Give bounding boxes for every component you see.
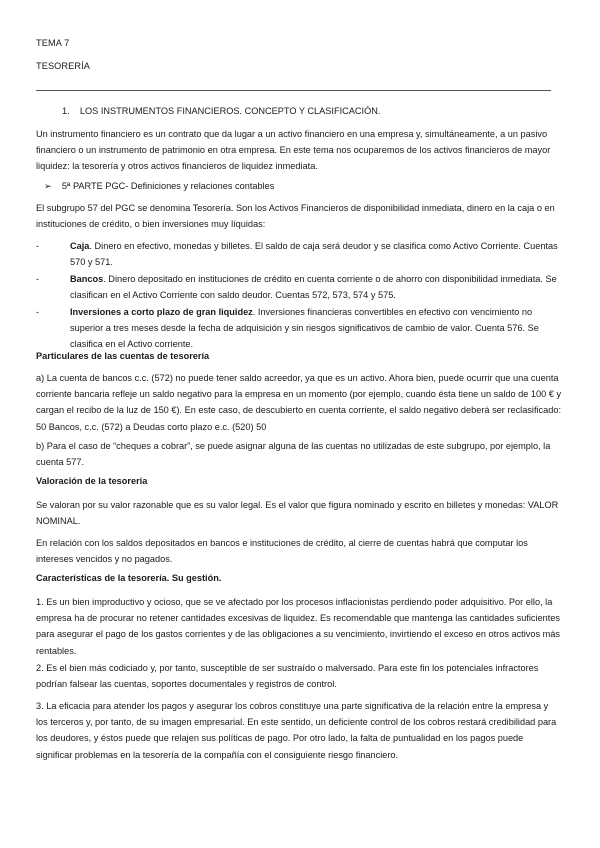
pgc-heading (44, 181, 274, 192)
intro-paragraph: Un instrumento financiero es un contrato que da lugar a un activo financiero en una empresa y, simultáneamente, a un pasivo financiero o un instrumento de patrimonio en otra empresa. En este tema nos ocuparemos de los activos financieros de mayor liquidez: la tesorería y otros activos financieros de liquidez inmediata. (36, 129, 551, 172)
valoracion-heading: Valoración de la tesorería (36, 476, 148, 486)
list-item (36, 271, 562, 305)
list-item (36, 304, 562, 354)
pgc-intro-paragraph: El subgrupo 57 del PGC se denomina Tesorería. Son los Activos Financieros de disponibilidad inmediata, dinero en la caja o en instituciones de crédito, o bien inversiones muy líquidas: (36, 203, 555, 230)
list-item-term: Bancos (70, 274, 104, 284)
valoracion-paragraph-1: Se valoran por su valor razonable que es su valor legal. Es el valor que figura nominado y escrito en billetes y monedas: VALOR NOMINAL. (36, 500, 559, 527)
caracteristicas-paragraph-1: 1. Es un bien improductivo y ocioso, que se ve afectado por los procesos inflacionistas perdiendo poder adquisitivo. Por ello, la empresa ha de procurar no retener cantidades excesivas de liquidez. Es recomendable que mantenga las cantidades suficientes para asegurar el pago de los gastos corrientes y de las obligaciones a su vencimiento, invirtiendo el exceso en otros activos más rentables. (36, 597, 561, 656)
caracteristicas-paragraph-3: 3. La eficacia para atender los pagos y asegurar los cobros constituye una parte significativa de la relación entre la empresa y los terceros y, por tanto, de su imagen empresarial. En este sentido, un deficiente control de los cobros restará credibilidad para los deudores, y éstos puede que relajen sus políticas de pago. Por otro lado, la falta de puntualidad en los pagos puede significar problemas en la tesorería de la compañía con el consiguiente riesgo financiero. (36, 701, 557, 760)
valoracion-paragraph-2: En relación con los saldos depositados en bancos e instituciones de crédito, al cierre de cuentas habrá que computar los intereses vencidos y no pagados. (36, 538, 528, 565)
section-number: 1. (62, 106, 70, 116)
particulares-paragraph-b: b) Para el caso de “cheques a cobrar”, se puede asignar alguna de las cuentas no utilizadas de este subgrupo, por ejemplo, la cuenta 577. (36, 441, 551, 468)
topic-title: TESORERÍA (36, 61, 90, 71)
list-item-text: . Dinero depositado en instituciones de crédito en cuenta corriente o de ahorro con disponibilidad inmediata. Se clasifican en el Activo Corriente con saldo deudor. Cuentas 572, 573, 574 y 575. (70, 274, 557, 301)
caracteristicas-paragraph-2: 2. Es el bien más codiciado y, por tanto, susceptible de ser sustraído o malversado. Para este fin los potenciales infractores podrían falsear las cuentas, soportes documentales y registros de control. (36, 663, 539, 690)
section-title: LOS INSTRUMENTOS FINANCIEROS. CONCEPTO Y CLASIFICACIÓN. (79, 106, 381, 116)
pgc-heading-text: 5ª PARTE PGC- Definiciones y relaciones contables (61, 181, 275, 191)
caracteristicas-heading: Características de la tesorería. Su gestión. (36, 573, 222, 583)
list-dash: - (36, 241, 40, 251)
list-item (36, 238, 562, 272)
list-item-term: Caja (70, 241, 90, 251)
topic-number: TEMA 7 (36, 38, 70, 48)
particulares-paragraph-a: a) La cuenta de bancos c.c. (572) no puede tener saldo acreedor, ya que es un activo. Ahora bien, puede ocurrir que una cuenta corriente bancaria refleje un saldo negativo para la empresa en un momento (por ejemplo, cuando ésta tiene un saldo de 100 € y cargan el recibo de la luz de 150 €). En este caso, de descubierto en cuenta corriente, el saldo negativo deberá ser reclasificado: 50 Bancos, c.c. (572) a Deudas corto plazo e.c. (520) 50 (36, 373, 562, 432)
header-divider (36, 90, 551, 91)
section-heading (62, 106, 380, 116)
arrow-bullet-icon: ➢ (44, 181, 52, 191)
list-dash: - (36, 274, 40, 284)
list-item-term: Inversiones a corto plazo de gran liquidez (70, 307, 253, 317)
particulares-heading: Particulares de las cuentas de tesorería (36, 351, 210, 361)
list-dash: - (36, 307, 40, 317)
list-item-text: . Dinero en efectivo, monedas y billetes. El saldo de caja será deudor y se clasifica como Activo Corriente. Cuentas 570 y 571. (70, 241, 558, 268)
list-item-text: . Inversiones financieras convertibles en efectivo con vencimiento no superior a tres meses desde la fecha de adquisición y sin riesgos significativos de cambio de valor. Cuenta 576. Se clasifica en el Activo corriente. (70, 307, 539, 350)
